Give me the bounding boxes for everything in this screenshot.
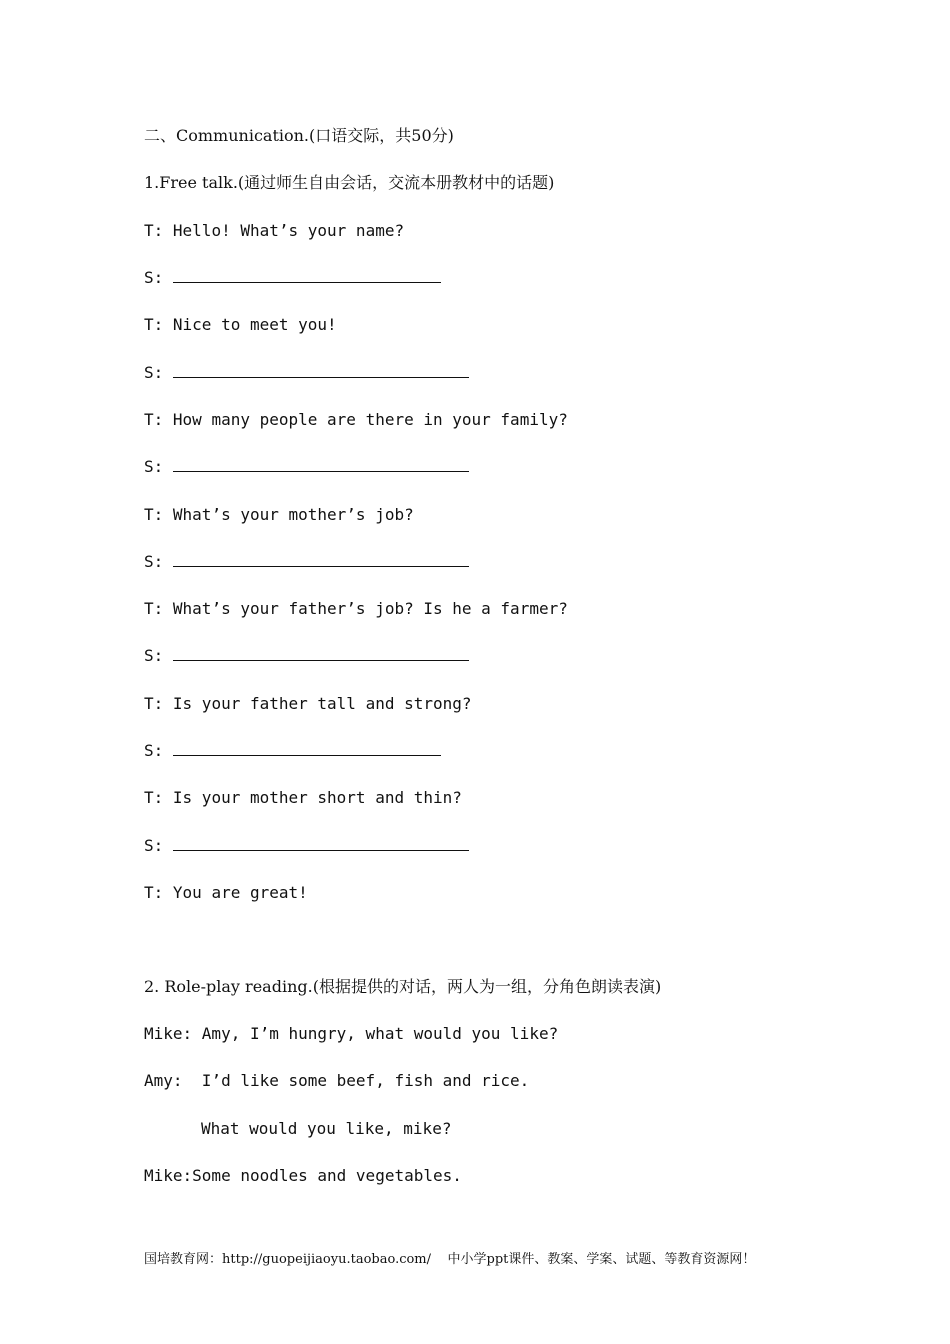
free-talk-title: 1.Free talk.(通过师生自由会话，交流本册教材中的话题) bbox=[144, 173, 555, 192]
t-line-5 bbox=[144, 599, 568, 619]
s-line-4 bbox=[144, 552, 469, 572]
role-play-line-2: Amy: I’d like some beef, fish and rice. bbox=[144, 1071, 530, 1090]
speaker: T: bbox=[144, 599, 164, 618]
speaker: T: bbox=[144, 221, 164, 240]
speaker: T: bbox=[144, 315, 164, 334]
dialogue-text: What’s your mother’s job? bbox=[172, 505, 414, 524]
dialogue-text: Nice to meet you! bbox=[172, 315, 337, 334]
t-line-1 bbox=[144, 221, 404, 241]
role-play-line-4: Mike:Some noodles and vegetables. bbox=[144, 1166, 462, 1185]
speaker: T: bbox=[144, 410, 164, 429]
s-line-5 bbox=[144, 646, 469, 666]
speaker: S: bbox=[144, 646, 164, 665]
answer-blank[interactable] bbox=[173, 268, 441, 283]
role-play-line-1: Mike: Amy, I’m hungry, what would you like? bbox=[144, 1024, 559, 1043]
page-footer: 国培教育网：http://guopeijiaoyu.taobao.com/ 中小学ppt课件、教案、学案、试题、等教育资源网！ bbox=[144, 1252, 756, 1267]
speaker: S: bbox=[144, 363, 164, 382]
t-line-3 bbox=[144, 410, 568, 430]
dialogue-text: Hello! What’s your name? bbox=[172, 221, 405, 240]
speaker: S: bbox=[144, 457, 164, 476]
speaker: S: bbox=[144, 741, 164, 760]
answer-blank[interactable] bbox=[173, 457, 469, 472]
dialogue-text: How many people are there in your family? bbox=[172, 410, 568, 429]
answer-blank[interactable] bbox=[173, 552, 469, 567]
answer-blank[interactable] bbox=[173, 646, 469, 661]
speaker: T: bbox=[144, 883, 164, 902]
s-line-2 bbox=[144, 363, 469, 383]
section-heading: 二、Communication.(口语交际，共50分) bbox=[144, 126, 454, 145]
dialogue-text: You are great! bbox=[172, 883, 308, 902]
role-play-line-3: What would you like, mike? bbox=[201, 1119, 452, 1138]
t-line-7 bbox=[144, 788, 462, 808]
s-line-1 bbox=[144, 268, 441, 288]
answer-blank[interactable] bbox=[173, 836, 469, 851]
speaker: T: bbox=[144, 788, 164, 807]
s-line-6 bbox=[144, 741, 441, 761]
s-line-3 bbox=[144, 457, 469, 477]
speaker: T: bbox=[144, 505, 164, 524]
dialogue-text: Is your father tall and strong? bbox=[172, 694, 472, 713]
answer-blank[interactable] bbox=[173, 741, 441, 756]
t-line-8 bbox=[144, 883, 308, 903]
dialogue-text: What’s your father’s job? Is he a farmer? bbox=[172, 599, 568, 618]
speaker: S: bbox=[144, 268, 164, 287]
speaker: S: bbox=[144, 836, 164, 855]
role-play-title: 2. Role-play reading.(根据提供的对话，两人为一组，分角色朗读表演) bbox=[144, 977, 662, 996]
t-line-2 bbox=[144, 315, 337, 335]
t-line-4 bbox=[144, 505, 414, 525]
s-line-7 bbox=[144, 836, 469, 856]
speaker: S: bbox=[144, 552, 164, 571]
t-line-6 bbox=[144, 694, 472, 714]
speaker: T: bbox=[144, 694, 164, 713]
answer-blank[interactable] bbox=[173, 363, 469, 378]
dialogue-text: Is your mother short and thin? bbox=[172, 788, 462, 807]
